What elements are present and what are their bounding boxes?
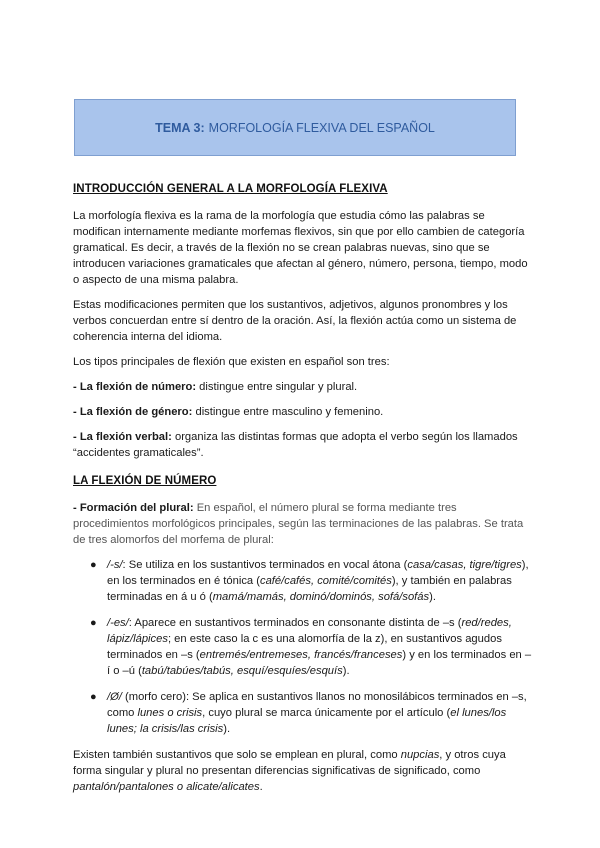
item-text: organiza las distintas formas que adopta el verbo según los llamados “accidentes gramaticales”.: [73, 431, 518, 459]
plural-allomorph-list: [73, 557, 533, 737]
list-item: [90, 615, 533, 679]
list-item: [90, 557, 533, 605]
example: red/redes, lápiz/lápices: [107, 617, 512, 645]
list-item: [90, 689, 533, 737]
text: , y otros cuya forma singular y plural no presentan diferencias significativas de significado, como: [73, 749, 506, 777]
example: entremés/entremeses, francés/franceses: [199, 649, 403, 661]
marker: /-s/: [107, 559, 123, 571]
document-body: [73, 181, 533, 804]
text: ).: [223, 723, 231, 735]
bullet-icon: ●: [90, 559, 97, 571]
text: ).: [342, 665, 350, 677]
title-banner: [74, 99, 516, 156]
example: café/cafés, comité/comités: [259, 575, 392, 587]
paragraph: Los tipos principales de flexión que existen en español son tres:: [73, 356, 390, 368]
title-text: MORFOLOGÍA FLEXIVA DEL ESPAÑOL: [208, 120, 435, 135]
item-text: distingue entre masculino y femenino.: [192, 406, 384, 418]
bullet-icon: ●: [90, 617, 97, 629]
example: el lunes/los lunes; la crisis/las crisis: [107, 707, 507, 735]
section-heading-number: LA FLEXIÓN DE NÚMERO: [73, 475, 217, 487]
text: Existen también sustantivos que solo se emplean en plural, como: [73, 749, 401, 761]
marker: /-es/: [107, 617, 129, 629]
paragraph: La morfología flexiva es la rama de la morfología que estudia cómo las palabras se modifican internamente mediante morfemas flexivos, sin que por ello cambien de categoría gramatical. Es decir, a través de la flexión no se crean palabras nuevas, sino que se introducen variaciones gramaticales que afectan al género, número, persona, tiempo, modo o aspecto de una misma palabra.: [73, 210, 528, 286]
section-heading-intro: INTRODUCCIÓN GENERAL A LA MORFOLOGÍA FLEXIVA: [73, 183, 388, 195]
text: : Aparece en sustantivos terminados en consonante distinta de –s (: [128, 617, 462, 629]
bullet-icon: ●: [90, 691, 97, 703]
text: .: [259, 781, 263, 793]
text: ).: [429, 591, 436, 603]
example: nupcias: [400, 749, 440, 761]
text: ) y en los terminados en –í o –ú (: [107, 649, 532, 677]
text: , cuyo plural se marca únicamente por el artículo (: [202, 707, 451, 719]
item-label: - La flexión verbal:: [73, 431, 172, 443]
intro-text: En español, el número plural se forma mediante tres procedimientos morfológicos principales, según las terminaciones de las palabras. Se trata de tres alomorfos del morfema de plural:: [73, 502, 524, 546]
title-prefix: TEMA 3:: [155, 120, 205, 135]
flexion-type-item: [73, 404, 533, 420]
example: mamá/mamás, dominó/dominós, sofá/sofás: [212, 591, 430, 603]
text: ; en este caso la c es una alomorfía de la z), en sustantivos agudos terminados en –s (: [107, 633, 502, 661]
text: ), en los terminados en é tónica (: [107, 559, 529, 587]
paragraph: Estas modificaciones permiten que los sustantivos, adjetivos, algunos pronombres y los verbos concuerdan entre sí dentro de la oración. Así, la flexión actúa como un sistema de coherencia interna del idioma.: [73, 299, 517, 343]
example: casa/casas, tigre/tigres: [407, 559, 522, 571]
text: : Se utiliza en los sustantivos terminados en vocal átona (: [122, 559, 408, 571]
marker: /Ø/: [107, 691, 122, 703]
text: (morfo cero): Se aplica en sustantivos llanos no monosilábicos terminados en –s, como: [107, 691, 527, 719]
flexion-type-item: [73, 379, 533, 395]
example: pantalón/pantalones o alicate/alicates: [73, 781, 260, 793]
flexion-type-item: [73, 429, 533, 461]
text: ), y también en palabras terminadas en á u ó (: [107, 575, 512, 603]
item-label: - La flexión de número:: [73, 381, 197, 393]
plural-intro: [73, 500, 533, 548]
intro-label: - Formación del plural:: [73, 502, 194, 514]
example: tabú/tabúes/tabús, esquí/esquíes/esquís: [141, 665, 343, 677]
item-label: - La flexión de género:: [73, 406, 193, 418]
item-text: distingue entre singular y plural.: [196, 381, 358, 393]
closing-paragraph: [73, 747, 533, 795]
example: lunes o crisis: [137, 707, 203, 719]
